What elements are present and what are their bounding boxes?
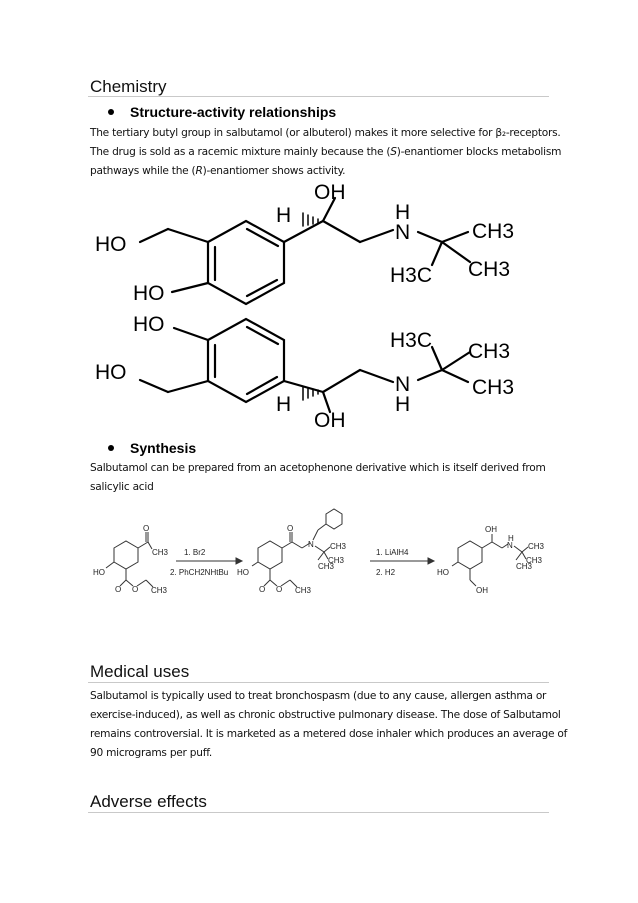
bullet-icon [108, 109, 114, 115]
label-ho: HO [95, 361, 127, 384]
label-ch3: CH3 [152, 548, 169, 557]
section-heading-medical-uses: Medical uses [90, 662, 190, 681]
medical-line-2: exercise-induced), as well as chronic obstructive pulmonary disease. The dose of Salbutamol [90, 709, 561, 721]
label-h-stereo: H [276, 204, 292, 227]
paragraph-synthesis [90, 459, 550, 497]
label-oh: OH [314, 409, 346, 432]
molecule-2-ring [258, 541, 282, 569]
section-heading-adverse-effects: Adverse effects [90, 792, 207, 811]
label-o: O [115, 585, 122, 594]
reagent-label: 2. PhCH2NHtBu [170, 568, 229, 577]
sar-line-1: The tertiary butyl group in salbutamol (or albuterol) makes it more selective for β₂-receptors. [90, 127, 561, 139]
label-ch3: CH3 [328, 556, 345, 565]
label-ch3: CH3 [472, 376, 515, 399]
label-o: O [259, 585, 266, 594]
bullet-icon [108, 445, 114, 451]
section-divider [88, 812, 549, 813]
medical-line-3: remains controversial. It is marketed as a metered dose inhaler which produces an average of [90, 728, 568, 740]
molecule-1-ring [114, 541, 138, 569]
label-ch3: CH3 [318, 562, 335, 571]
synthesis-line-1: Salbutamol can be prepared from an acetophenone derivative which is itself derived from [90, 462, 546, 474]
reagent-label: 1. LiAlH4 [376, 548, 409, 557]
paragraph-sar [90, 124, 562, 181]
synthesis-line-2: salicylic acid [90, 481, 154, 493]
sar-line-3: pathways while the (R)-enantiomer shows activity. [90, 165, 346, 177]
label-ch3: CH3 [526, 556, 543, 565]
label-h3c: H3C [390, 264, 433, 287]
medical-line-4: 90 micrograms per puff. [90, 747, 213, 759]
section-divider [88, 682, 549, 683]
paragraph-medical-uses [90, 687, 568, 763]
bullet-sar [108, 104, 336, 120]
label-n: N [395, 373, 411, 396]
label-ho: HO [93, 568, 105, 577]
label-nh: H [395, 393, 411, 416]
label-ch3: CH3 [528, 542, 545, 551]
label-ch3: CH3 [472, 220, 515, 243]
label-h3c: H3C [390, 329, 433, 352]
label-ch3: CH3 [295, 586, 312, 595]
section-heading-chemistry: Chemistry [90, 77, 167, 96]
enantiomer-structures-diagram [0, 180, 638, 432]
label-ch3: CH3 [516, 562, 533, 571]
label-ho: HO [95, 233, 127, 256]
synthesis-scheme-diagram [0, 505, 638, 605]
reagent-label: 2. H2 [376, 568, 396, 577]
label-ch3: CH3 [468, 258, 511, 281]
label-ch3: CH3 [330, 542, 347, 551]
medical-line-1: Salbutamol is typically used to treat bronchospasm (due to any cause, allergen asthma or [90, 690, 547, 702]
subheading-sar: Structure-activity relationships [130, 104, 337, 120]
label-n: N [308, 540, 314, 549]
reagent-label: 1. Br2 [184, 548, 206, 557]
section-divider [88, 96, 549, 97]
label-n: N [507, 541, 513, 550]
benzene-ring-bottom [208, 319, 284, 402]
sar-line-2: The drug is sold as a racemic mixture mainly because the (S)-enantiomer blocks metabolism [90, 146, 562, 158]
label-ho: HO [133, 282, 165, 305]
label-ch3: CH3 [468, 340, 511, 363]
label-nh: H [395, 201, 411, 224]
label-oh: OH [314, 181, 346, 204]
label-o: O [132, 585, 139, 594]
label-o: O [143, 524, 150, 533]
label-ho: HO [437, 568, 449, 577]
label-n: N [395, 221, 411, 244]
label-ho: HO [133, 313, 165, 336]
label-o: O [287, 524, 294, 533]
subheading-synthesis: Synthesis [130, 440, 197, 456]
bullet-synthesis [108, 440, 196, 456]
label-o: O [276, 585, 283, 594]
label-oh: OH [485, 525, 497, 534]
benzene-ring-top [208, 221, 284, 304]
label-oh: OH [476, 586, 488, 595]
label-ch3: CH3 [151, 586, 168, 595]
label-nh: H [508, 534, 514, 543]
label-ho: HO [237, 568, 249, 577]
molecule-3-ring [458, 541, 482, 569]
label-h-stereo: H [276, 393, 292, 416]
